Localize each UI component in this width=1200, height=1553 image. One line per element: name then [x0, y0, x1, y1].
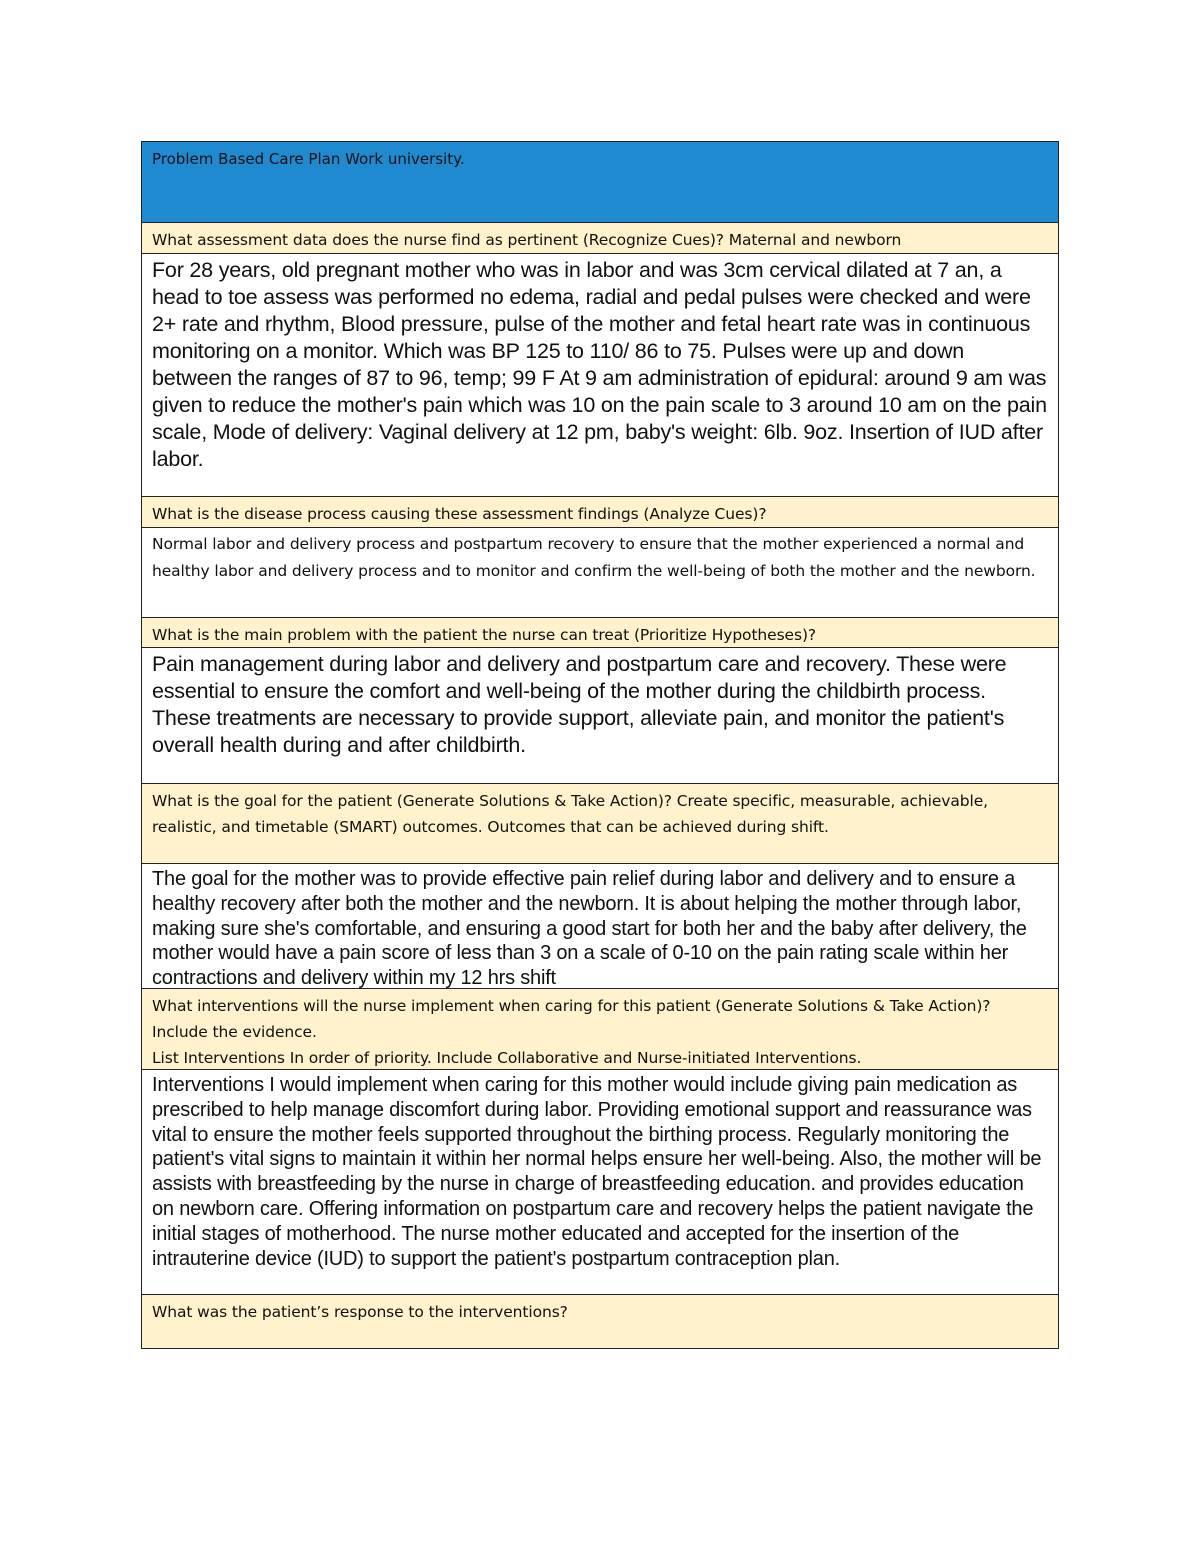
- question-text: What is the disease process causing these assessment findings (Analyze Cues)?: [152, 505, 767, 523]
- answer-goal: [142, 864, 1058, 989]
- question-prioritize-hypotheses: [142, 618, 1058, 648]
- answer-text: Normal labor and delivery process and postpartum recovery to ensure that the mother experienced a normal and healthy labor and delivery process and to monitor and confirm the well-being of both the mother and the newborn.: [152, 535, 1036, 580]
- question-text: What interventions will the nurse implement when caring for this patient (Generate Solutions & Take Action)? Include the evidence.: [152, 997, 991, 1041]
- answer-prioritize-hypotheses: [142, 648, 1058, 784]
- question-note: List Interventions In order of priority. Include Collaborative and Nurse-initiated Interventions.: [152, 1049, 862, 1067]
- answer-text: For 28 years, old pregnant mother who was in labor and was 3cm cervical dilated at 7 an, a head to toe assess was performed no edema, radial and pedal pulses were checked and were 2+ rate and rhythm, Blood pressure, pulse of the mother and fetal heart rate was in continuous monitoring on a monitor. Which was BP 125 to 110/ 86 to 75. Pulses were up and down between the ranges of 87 to 96, temp; 99 F At 9 am administration of epidural: around 9 am was given to reduce the mother's pain which was 10 on the pain scale to 3 around 10 am on the pain scale, Mode of delivery: Vaginal delivery at 12 pm, baby's weight: 6lb. 9oz. Insertion of IUD after labor.: [152, 258, 1047, 471]
- question-recognize-cues: [142, 223, 1058, 254]
- answer-text: Interventions I would implement when caring for this mother would include giving pain medication as prescribed to help manage discomfort during labor. Providing emotional support and reassurance was vital to ensure the mother feels supported throughout the birthing process. Regularly monitoring the patient's vital signs to maintain it within her normal helps ensure her well-being. Also, the mother will be assists with breastfeeding by the nurse in charge of breastfeeding education. and provides education on newborn care. Offering information on postpartum care and recovery helps the patient navigate the initial stages of motherhood. The nurse mother educated and accepted for the insertion of the intrauterine device (IUD) to support the patient's postpartum contraception plan.: [152, 1074, 1042, 1270]
- question-text: What was the patient’s response to the interventions?: [152, 1303, 568, 1321]
- answer-text: The goal for the mother was to provide effective pain relief during labor and delivery and to ensure a healthy recovery after both the mother and the newborn. It is about helping the mother through labor, making sure she's comfortable, and ensuring a good start for both her and the baby after delivery, the mother would have a pain score of less than 3 on a scale of 0-10 on the pain rating scale within her contractions and delivery within my 12 hrs shift: [152, 868, 1027, 989]
- answer-recognize-cues: [142, 254, 1058, 497]
- question-patient-response: [142, 1295, 1058, 1349]
- question-interventions: [142, 989, 1058, 1070]
- answer-text: Pain management during labor and delivery and postpartum care and recovery. These were essential to ensure the comfort and well-being of the mother during the childbirth process. These treatments are necessary to provide support, alleviate pain, and monitor the patient's overall health during and after childbirth.: [152, 652, 1007, 757]
- care-plan-table: [141, 141, 1059, 1349]
- care-plan-title: Problem Based Care Plan Work university.: [142, 142, 1058, 223]
- question-text: What assessment data does the nurse find as pertinent (Recognize Cues)? Maternal and newborn: [152, 231, 902, 249]
- answer-analyze-cues: [142, 528, 1058, 618]
- question-goal: [142, 784, 1058, 864]
- question-text: What is the goal for the patient (Generate Solutions & Take Action)? Create specific, measurable, achievable, realistic, and timetable (SMART) outcomes. Outcomes that can be achieved during shift.: [152, 792, 988, 836]
- answer-interventions: [142, 1070, 1058, 1295]
- question-text: What is the main problem with the patient the nurse can treat (Prioritize Hypotheses)?: [152, 626, 817, 644]
- question-analyze-cues: [142, 497, 1058, 528]
